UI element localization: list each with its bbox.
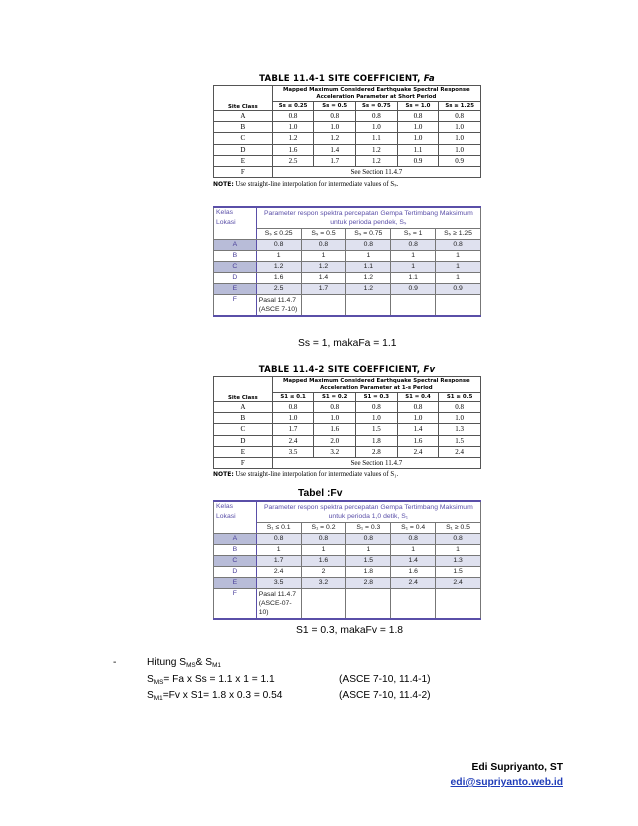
column-header: S₁ ≥ 0.5 [436,523,481,534]
site-class-cell: B [214,413,273,424]
value-cell: 1 [301,545,346,556]
value-cell: 1.1 [397,144,439,155]
value-cell: 1.7 [272,424,314,435]
value-cell: 2.5 [256,284,301,295]
value-cell: 2.0 [314,435,356,446]
column-header: S1 = 0.4 [397,393,439,402]
asce-table-fv-title: TABLE 11.4-2 SITE COEFFICIENT, Fv [258,365,436,375]
value-cell: 1.0 [397,122,439,133]
value-cell: 0.9 [397,155,439,166]
value-cell: 0.8 [397,111,439,122]
value-cell: 1.5 [436,567,481,578]
caption-tabel-fv: Tabel :Fv [298,488,343,499]
value-cell: 1.4 [314,144,356,155]
value-cell: 1.6 [272,144,314,155]
value-cell: 1.6 [397,435,439,446]
asce-table-fa [213,73,481,188]
value-cell: 1 [436,251,481,262]
table-row [214,284,481,295]
column-header: Sₛ = 1 [391,229,436,240]
value-cell: 1 [391,545,436,556]
value-cell: 1 [391,251,436,262]
site-class-cell: F [214,589,257,620]
column-header: S1 ≥ 0.5 [439,393,481,402]
value-cell: 0.8 [256,534,301,545]
value-cell: 1.0 [356,413,398,424]
value-cell: 1.0 [356,122,398,133]
value-cell: 1.6 [314,424,356,435]
value-cell: 1.1 [391,273,436,284]
table-row [214,446,481,457]
asce-table-fa-note: NOTE: Use straight-line interpolation for intermediate values of Sₛ. [213,181,399,189]
parameter-header: Parameter respon spektra percepatan Gempa Tertimbang Maksimum untuk perioda 1,0 detik, S₁ [256,501,480,523]
value-cell: 1.0 [397,133,439,144]
table-row [214,111,481,122]
see-section-cell: See Section 11.4.7 [272,166,480,177]
value-cell: 0.8 [436,534,481,545]
value-cell: 1 [346,545,391,556]
value-cell: 1.3 [439,424,481,435]
value-cell: 0.8 [356,402,398,413]
value-cell: 0.8 [346,534,391,545]
asce-table-fa-title: TABLE 11.4-1 SITE COEFFICIENT, Fa [259,74,435,84]
table-row [214,545,481,556]
table-row [214,589,481,620]
table-row [214,251,481,262]
site-class-cell: C [214,424,273,435]
site-class-cell: D [214,144,273,155]
column-header: S₁ = 0.3 [346,523,391,534]
value-cell: 2 [301,567,346,578]
column-header: Ss ≤ 0.25 [272,102,314,111]
value-cell: 2.4 [397,446,439,457]
pasal-cell: Pasal 11.4.7 (ASCE-07-10) [256,589,301,620]
value-cell: 0.8 [301,240,346,251]
bullet-dash: - [113,657,117,668]
table-row [214,273,481,284]
site-class-cell: F [214,295,257,317]
column-header: S1 = 0.3 [356,393,398,402]
value-cell: 1.0 [272,122,314,133]
table-row [214,402,481,413]
site-class-cell: C [214,133,273,144]
value-cell: 1.0 [439,413,481,424]
table-row [214,133,481,144]
value-cell: 1.2 [356,155,398,166]
table-row [214,556,481,567]
asce-table-fv [213,364,481,478]
value-cell: 1.4 [391,556,436,567]
column-header: S₁ = 0.4 [391,523,436,534]
value-cell: 3.5 [272,446,314,457]
value-cell: 1 [436,273,481,284]
site-class-cell: A [214,111,273,122]
value-cell: 1.4 [397,424,439,435]
table-row [214,262,481,273]
asce-table-fa-grid [213,85,481,178]
pasal-cell: Pasal 11.4.7 (ASCE 7-10) [256,295,301,317]
site-class-header: Site Class [214,377,273,402]
value-cell: 1.6 [256,273,301,284]
value-cell: 1.0 [272,413,314,424]
sms-formula: $S_{MS}= Fa$ x Ss = 1.1 x 1 = 1.1 [147,674,275,686]
value-cell: 1.2 [301,262,346,273]
value-cell: 0.8 [436,240,481,251]
column-header: S₁ = 0.2 [301,523,346,534]
author-name: Edi Supriyanto, ST [471,762,563,773]
value-cell: 0.8 [439,402,481,413]
value-cell: 1.2 [346,273,391,284]
value-cell: 1 [301,251,346,262]
value-cell: 1.7 [256,556,301,567]
caption-fa-result: Ss = 1, makaFa = 1.1 [298,338,397,349]
value-cell: 1.2 [256,262,301,273]
site-class-cell: C [214,556,257,567]
value-cell: 1.4 [301,273,346,284]
column-header: Ss = 0.5 [314,102,356,111]
value-cell: 0.9 [439,155,481,166]
value-cell: 1.6 [301,556,346,567]
value-cell: 2.8 [346,578,391,589]
value-cell: 0.8 [397,402,439,413]
caption-fv-result: S1 = 0.3, makaFv = 1.8 [296,625,404,636]
column-header: Sₛ ≤ 0.25 [256,229,301,240]
value-cell: 1.0 [314,413,356,424]
sni-table-fa [213,206,481,317]
table-row [214,144,481,155]
kelas-lokasi-header: Kelas Lokasi [214,207,257,240]
value-cell: 1.5 [439,435,481,446]
column-header: Ss = 1.0 [397,102,439,111]
asce-table-fv-note: NOTE: Use straight-line interpolation for intermediate values of S₁. [213,471,399,479]
table-row [214,240,481,251]
value-cell: 1.0 [397,413,439,424]
site-class-cell: D [214,567,257,578]
site-class-cell: F [214,166,273,177]
column-header: Ss ≥ 1.25 [439,102,481,111]
table-row [214,435,481,446]
sni-table-fa-grid [213,206,481,317]
value-cell: 1.0 [314,122,356,133]
value-cell: 2.4 [436,578,481,589]
value-cell: 3.2 [301,578,346,589]
value-cell: 1.0 [439,122,481,133]
value-cell: 0.8 [272,111,314,122]
site-class-cell: C [214,262,257,273]
column-header: Ss = 0.75 [356,102,398,111]
value-cell: 1.5 [356,424,398,435]
parameter-header: Parameter respon spektra percepatan Gempa Tertimbang Maksimum untuk perioda pendek, Sₛ [256,207,480,229]
value-cell: 2.4 [391,578,436,589]
value-cell: 1.1 [356,133,398,144]
value-cell: 1 [256,545,301,556]
value-cell: 1.0 [439,133,481,144]
value-cell: 2.8 [356,446,398,457]
table-row [214,295,481,317]
value-cell: 1.8 [356,435,398,446]
site-class-cell: A [214,240,257,251]
column-header: S1 ≤ 0.1 [272,393,314,402]
sni-table-fv [213,500,481,620]
column-header: S₁ ≤ 0.1 [256,523,301,534]
value-cell: 1.5 [346,556,391,567]
site-class-header: Site Class [214,86,273,111]
value-cell: 3.2 [314,446,356,457]
column-header: Sₛ = 0.75 [346,229,391,240]
value-cell: 0.8 [301,534,346,545]
site-class-cell: E [214,578,257,589]
value-cell: 0.8 [256,240,301,251]
sni-table-fv-grid [213,500,481,620]
value-cell: 3.5 [256,578,301,589]
value-cell: 1.2 [314,133,356,144]
table-row [214,122,481,133]
value-cell: 0.8 [439,111,481,122]
site-class-cell: E [214,446,273,457]
site-class-cell: E [214,155,273,166]
value-cell: 1.2 [346,284,391,295]
site-class-cell: B [214,545,257,556]
group-header: Mapped Maximum Considered Earthquake Spectral Response Acceleration Parameter at Short Period [272,86,480,102]
value-cell: 1.8 [346,567,391,578]
value-cell: 0.8 [272,402,314,413]
table-row [214,166,481,177]
asce-table-fv-grid [213,376,481,469]
table-row [214,578,481,589]
value-cell: 1.2 [272,133,314,144]
value-cell: 1.7 [314,155,356,166]
table-row [214,413,481,424]
site-class-cell: B [214,251,257,262]
column-header: Sₛ ≥ 1.25 [436,229,481,240]
value-cell: 0.8 [391,240,436,251]
value-cell: 2.5 [272,155,314,166]
site-class-cell: B [214,122,273,133]
value-cell: 0.8 [391,534,436,545]
see-section-cell: See Section 11.4.7 [272,457,480,468]
value-cell: 1 [256,251,301,262]
value-cell: 1.2 [356,144,398,155]
value-cell: 0.9 [391,284,436,295]
value-cell: 1.0 [439,144,481,155]
value-cell: 2.4 [439,446,481,457]
value-cell: 1 [391,262,436,273]
value-cell: 0.8 [314,402,356,413]
sms-reference: (ASCE 7-10, 11.4-1) [339,674,431,685]
value-cell: 0.8 [314,111,356,122]
value-cell: 1 [346,251,391,262]
column-header: Sₛ = 0.5 [301,229,346,240]
table-row [214,534,481,545]
value-cell: 1 [436,545,481,556]
value-cell: 2.4 [256,567,301,578]
value-cell: 1.7 [301,284,346,295]
value-cell: 0.9 [436,284,481,295]
group-header: Mapped Maximum Considered Earthquake Spectral Response Acceleration Parameter at 1-s Period [272,377,480,393]
value-cell: 0.8 [356,111,398,122]
hitung-heading: Hitung $S_{MS}\&$ $S_{M1}$ [147,657,221,669]
value-cell: 1 [436,262,481,273]
table-row [214,155,481,166]
table-row [214,424,481,435]
author-email-link[interactable]: edi@supriyanto.web.id [450,777,563,788]
site-class-cell: D [214,435,273,446]
site-class-cell: A [214,534,257,545]
site-class-cell: D [214,273,257,284]
column-header: S1 = 0.2 [314,393,356,402]
sm1-formula: $S_{M1}=Fv$ x S1= 1.8 x 0.3 = 0.54 [147,690,283,702]
value-cell: 0.8 [346,240,391,251]
sm1-reference: (ASCE 7-10, 11.4-2) [339,690,431,701]
table-row [214,457,481,468]
table-row [214,567,481,578]
site-class-cell: A [214,402,273,413]
value-cell: 1.6 [391,567,436,578]
site-class-cell: F [214,457,273,468]
kelas-lokasi-header: Kelas Lokasi [214,501,257,534]
value-cell: 1.3 [436,556,481,567]
value-cell: 2.4 [272,435,314,446]
site-class-cell: E [214,284,257,295]
value-cell: 1.1 [346,262,391,273]
